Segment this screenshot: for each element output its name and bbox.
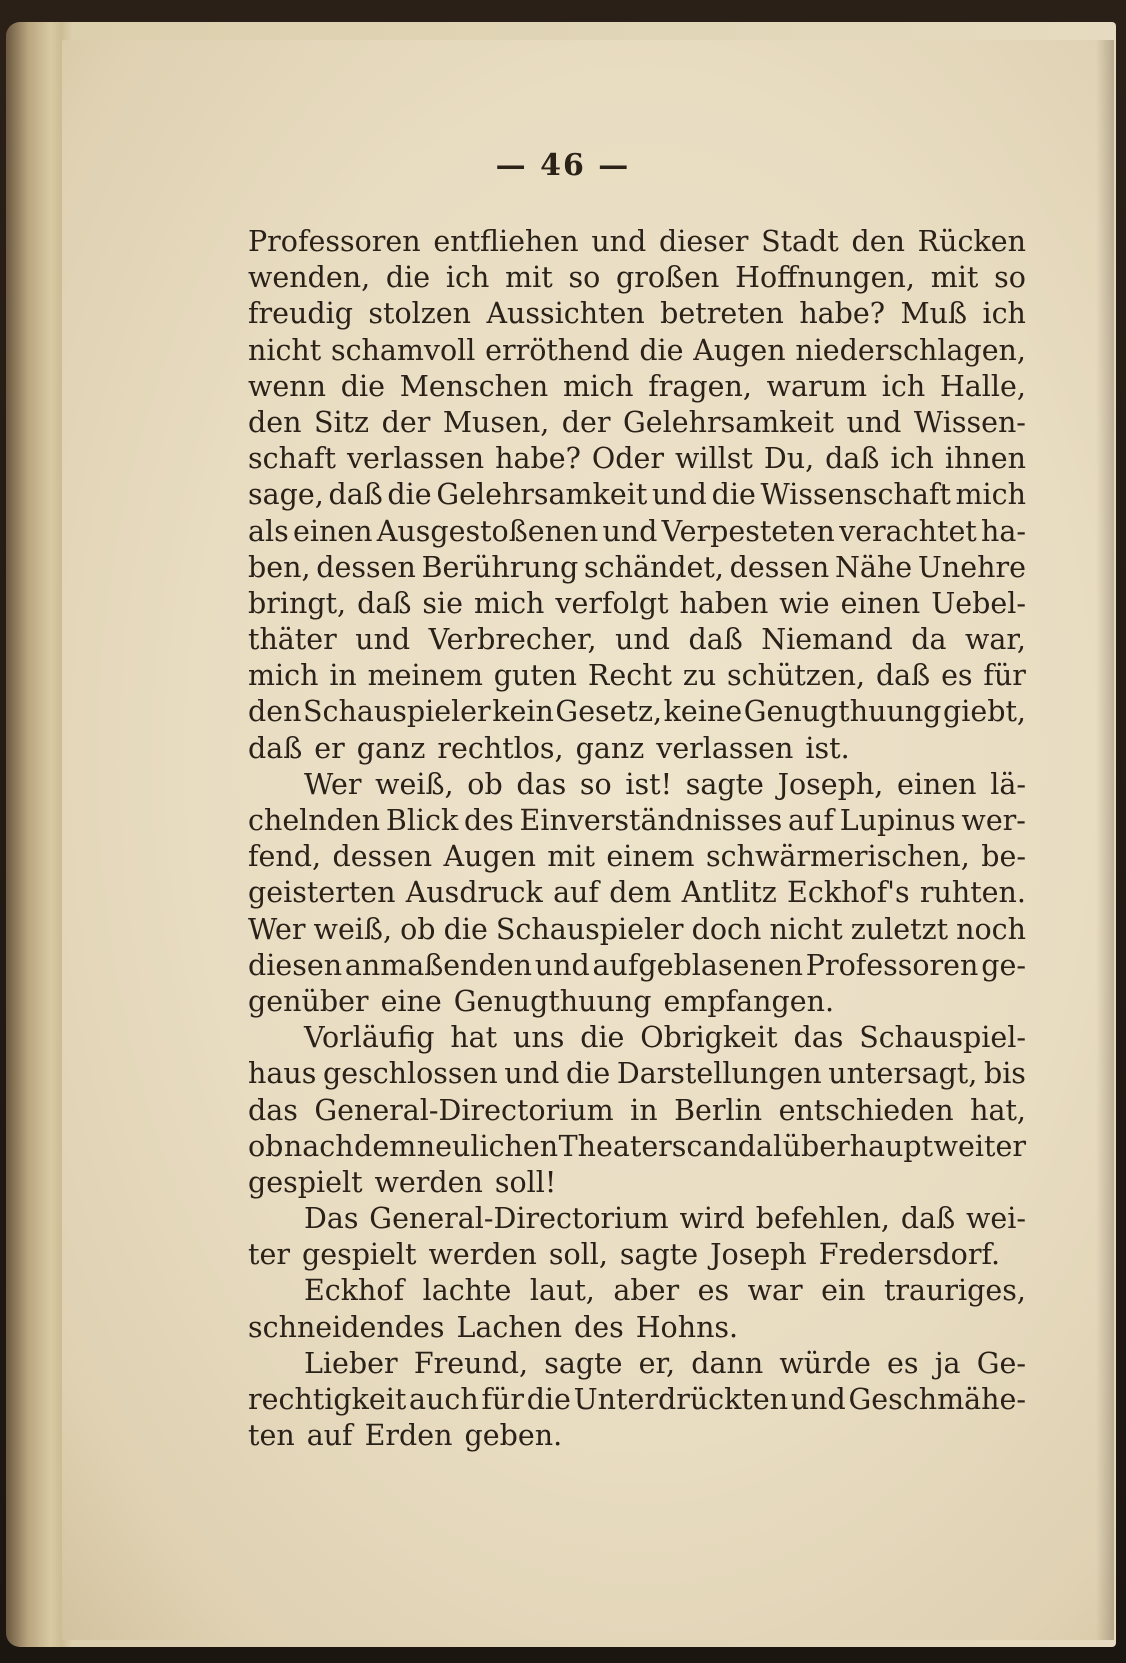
- text-line: freudig stolzen Aussichten betreten habe? Muß ich: [248, 297, 1026, 331]
- text-line: ter gespielt werden soll, sagte Joseph Fredersdorf.: [248, 1238, 1001, 1272]
- text-line: den Sitz der Musen, der Gelehrsamkeit und Wissen-: [248, 405, 1026, 439]
- text-line: schaft verlassen habe? Oder willst Du, daß ich ihnen: [248, 442, 1026, 476]
- text-line: Wer weiß, ob die Schauspieler doch nicht zuletzt noch: [248, 912, 1026, 946]
- text-line: Lieber Freund, sagte er, dann würde es ja Ge-: [304, 1346, 1026, 1380]
- page-number: — 46 —: [495, 148, 631, 183]
- text-line: thäter und Verbrecher, und daß Niemand da war,: [248, 623, 1026, 657]
- body-text: [248, 224, 1026, 1454]
- text-line: das General-Directorium in Berlin entschieden hat,: [248, 1093, 1026, 1127]
- text-line: nicht schamvoll erröthend die Augen niederschlagen,: [248, 333, 1026, 367]
- text-line: bringt, daß sie mich verfolgt haben wie einen Uebel-: [248, 586, 1026, 620]
- text-line: Professoren entfliehen und dieser Stadt den Rücken: [248, 225, 1026, 258]
- text-line: sage, daß die Gelehrsamkeit und die Wissenschaft mich: [248, 478, 1026, 512]
- text-line: ben, dessen Berührung schändet, dessen Nähe Unehre: [248, 550, 1026, 584]
- text-line: als einen Ausgestoßenen und Verpesteten verachtet ha-: [248, 514, 1026, 548]
- text-line: chelnden Blick des Einverständnisses auf Lupinus wer-: [248, 804, 1026, 837]
- text-line: ob nach dem neulichen Theaterscandal überhaupt weiter: [248, 1129, 1026, 1163]
- text-line: den Schauspieler kein Gesetz, keine Genugthuung giebt,: [248, 695, 1026, 729]
- text-line: geisterten Ausdruck auf dem Antlitz Eckhof's ruhten.: [248, 876, 1026, 910]
- text-line: Das General-Directorium wird befehlen, daß wei-: [304, 1202, 1026, 1236]
- text-line: rechtigkeit auch für die Unterdrückten und Geschmähe-: [248, 1383, 1026, 1416]
- text-line: diesen anmaßenden und aufgeblasenen Professoren ge-: [248, 948, 1026, 982]
- text-line: Vorläufig hat uns die Obrigkeit das Schauspiel-: [304, 1021, 1026, 1055]
- text-line: genüber eine Genugthuung empfangen.: [248, 984, 835, 1018]
- text-line: wenn die Menschen mich fragen, warum ich Halle,: [248, 369, 1026, 403]
- page-gutter-shadow: [1096, 40, 1114, 1640]
- text-line: gespielt werden soll!: [248, 1165, 557, 1199]
- text-line: mich in meinem guten Recht zu schützen, daß es für: [248, 659, 1026, 693]
- text-line: haus geschlossen und die Darstellungen untersagt, bis: [248, 1057, 1026, 1091]
- text-line: Eckhof lachte laut, aber es war ein trauriges,: [304, 1274, 1026, 1308]
- text-line: schneidendes Lachen des Hohns.: [248, 1310, 739, 1344]
- text-line: ten auf Erden geben.: [248, 1419, 563, 1453]
- text-line: Wer weiß, ob das so ist! sagte Joseph, einen lä-: [304, 767, 1026, 801]
- text-line: wenden, die ich mit so großen Hoffnungen, mit so: [248, 261, 1026, 295]
- text-line: fend, dessen Augen mit einem schwärmerischen, be-: [248, 840, 1026, 874]
- text-line: daß er ganz rechtlos, ganz verlassen ist.: [248, 731, 850, 765]
